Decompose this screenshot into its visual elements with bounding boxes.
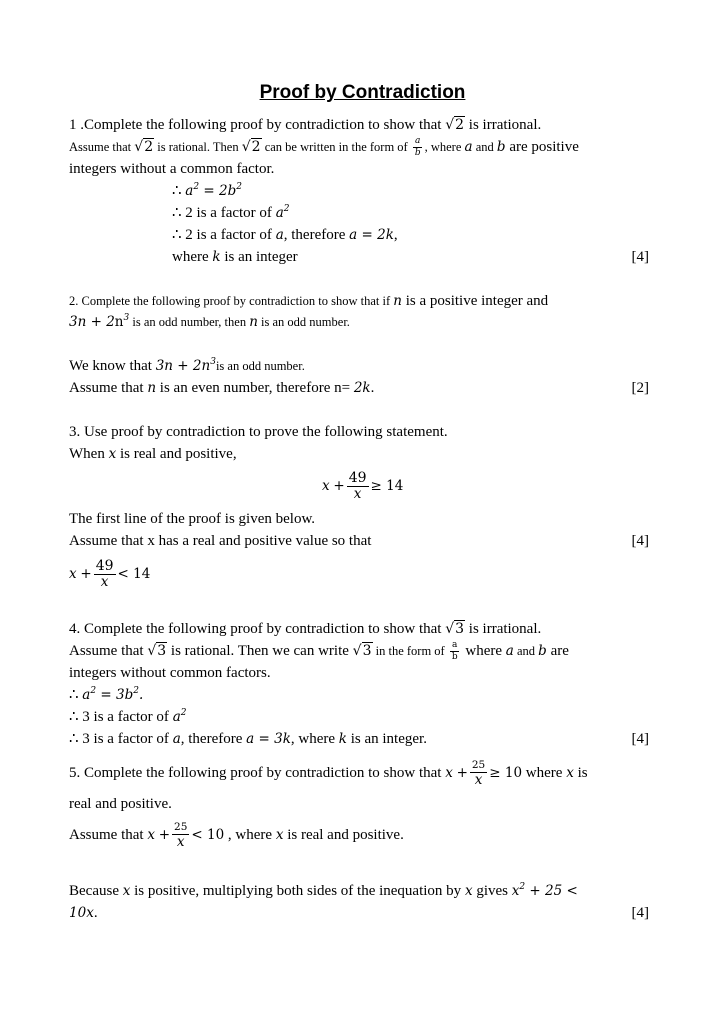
- sqrt-2: √2: [134, 138, 154, 155]
- q5-because-end: .: [93, 905, 98, 921]
- q4-assume-line: [69, 641, 569, 662]
- q5-prompt-text: is: [573, 765, 588, 781]
- q3-condition-text: When: [69, 446, 109, 462]
- sqrt-2: √2: [241, 138, 261, 155]
- q5-because-line-2: [69, 904, 98, 922]
- q4-prompt-text: is irrational.: [465, 621, 542, 637]
- q1-prompt-end: is irrational.: [465, 117, 542, 133]
- q1-assume-text: can be written in the form of: [261, 139, 411, 154]
- q1-prompt: [69, 116, 541, 134]
- var-x: x: [122, 883, 131, 899]
- q2-known-text: is an odd number.: [215, 359, 305, 373]
- q4-assume-text: Assume that: [69, 642, 148, 659]
- var-x-text: x: [147, 533, 155, 549]
- q2-known-line: [69, 357, 305, 375]
- q5-because-text: Because: [69, 883, 123, 899]
- fraction-49-over-x: $\frac{49}{x}$: [95, 558, 114, 591]
- q1-step-3: [172, 226, 398, 244]
- expr-10x: 10x: [69, 905, 94, 921]
- q2-assume-text: Assume that: [69, 380, 148, 396]
- equation-a-eq-3k: a = 3k: [246, 731, 291, 747]
- q1-assume-text: and: [472, 139, 497, 154]
- q5-assume-text: Assume that: [69, 827, 148, 843]
- q4-assume-line-2: integers without common factors.: [69, 665, 271, 681]
- q1-prompt-text: 1 .Complete the following proof by contradiction to show that: [69, 117, 446, 133]
- expr-a2: $a^2$: [172, 708, 187, 725]
- q1-step-4: [172, 248, 298, 266]
- q3-marks: [4]: [631, 533, 649, 549]
- fraction-25-over-x: $\frac{25}{x}$: [174, 821, 188, 850]
- var-x: x: [275, 827, 284, 843]
- var-k: k: [338, 731, 347, 747]
- q4-step-3-text: ∴ 3 is a factor of: [69, 731, 173, 747]
- q5-prompt-text: 5. Complete the following proof by contradiction to show that: [69, 765, 446, 781]
- var-a: a: [172, 731, 181, 747]
- sqrt-3: √3: [352, 642, 372, 659]
- var-a: a: [464, 138, 473, 155]
- therefore-symbol: ∴: [69, 687, 83, 703]
- q1-step-3-text: ,: [393, 227, 398, 243]
- q4-assume-text: are: [546, 642, 569, 659]
- q4-step-3-text: , where: [290, 731, 339, 747]
- q1-assume-text: is rational. Then: [154, 139, 242, 154]
- var-a: a: [505, 642, 514, 659]
- q4-step-3-text: , therefore: [180, 731, 247, 747]
- q2-assume-text: .: [370, 380, 375, 396]
- q4-step-3: [69, 730, 427, 748]
- q4-prompt: [69, 620, 541, 638]
- q2-prompt: [69, 292, 548, 310]
- expr-2k: 2k: [353, 380, 371, 396]
- fraction-a-over-b: $\frac{a}{b}$: [451, 640, 458, 662]
- q5-because-line: [69, 882, 578, 900]
- q1-assume-line-2: integers without a common factor.: [69, 161, 275, 177]
- var-n: n: [249, 314, 258, 330]
- equation-a2-eq-3b2: $a^2 = 3b^2$.: [82, 686, 144, 703]
- q3-condition-text: is real and positive,: [116, 446, 237, 462]
- q2-prompt-line-2: [69, 313, 350, 331]
- expr-3n-plus-2n3: $3n + 2n^3$: [155, 357, 216, 374]
- q5-because-text: gives: [472, 883, 512, 899]
- q1-assume-text: Assume that: [69, 139, 135, 154]
- therefore-symbol: ∴: [172, 183, 186, 199]
- q3-statement-inequality: x + $\frac{49}{x}$ ≥ 14: [322, 470, 404, 503]
- q4-assume-text: is rational. Then we can write: [167, 642, 353, 659]
- var-x: x: [464, 883, 473, 899]
- equation-a2-eq-2b2: $a^2 = 2b^2$: [185, 182, 242, 199]
- var-a: a: [275, 227, 284, 243]
- q1-assume-text: are positive: [505, 138, 579, 155]
- q4-step-1: [69, 686, 143, 704]
- expr-x2-plus-25-lt: $x^2 + 25$ <: [511, 882, 578, 899]
- fraction-25-over-x: $\frac{25}{x}$: [471, 759, 486, 788]
- q4-step-2: [69, 708, 186, 726]
- q4-assume-text: in the form of: [372, 643, 448, 658]
- q5-assume-text: is real and positive.: [283, 827, 404, 843]
- q2-prompt-text: is an odd number, then: [129, 315, 250, 329]
- q3-assumption-inequality: x + $\frac{49}{x}$ < 14: [69, 558, 151, 591]
- q5-marks: [4]: [631, 905, 649, 921]
- q2-prompt-text: 2. Complete the following proof by contradiction to show that if: [69, 294, 394, 308]
- q2-known-text: We know that: [69, 358, 156, 374]
- var-x: x: [322, 478, 330, 494]
- page-title: Proof by Contradiction: [259, 82, 466, 103]
- var-x: x: [147, 827, 155, 843]
- q1-step-4-text: where: [172, 249, 213, 265]
- q1-step-3-text: , therefore: [283, 227, 350, 243]
- var-x: x: [445, 765, 453, 781]
- q2-prompt-text: is an odd number.: [257, 315, 350, 329]
- q3-assume-text: has a real and positive value so that: [154, 533, 372, 549]
- q2-prompt-text: is a positive integer and: [401, 293, 549, 309]
- var-b: b: [496, 138, 506, 155]
- q1-step-2: [172, 204, 289, 222]
- var-x: x: [69, 566, 77, 582]
- q5-because-text: is positive, multiplying both sides of the inequation by: [130, 883, 465, 899]
- q3-condition: [69, 445, 237, 463]
- q4-step-3-text: is an integer.: [346, 731, 427, 747]
- q2-marks: [2]: [631, 380, 649, 396]
- fraction-49-over-x: $\frac{49}{x}$: [348, 470, 367, 503]
- q1-step-2-text: ∴ 2 is a factor of: [172, 205, 276, 221]
- var-n: n: [393, 293, 402, 309]
- q2-assume-line: [69, 379, 374, 397]
- q1-step-1: [172, 182, 242, 200]
- q1-step-3-text: ∴ 2 is a factor of: [172, 227, 276, 243]
- q1-assume-line: [69, 137, 579, 158]
- q4-step-2-text: ∴ 3 is a factor of: [69, 709, 173, 725]
- q1-step-4-text: is an integer: [220, 249, 298, 265]
- fraction-a-over-b: $\frac{a}{b}$: [414, 136, 421, 158]
- var-b: b: [538, 642, 547, 659]
- expr-a2: $a^2$: [275, 204, 290, 221]
- var-x: x: [566, 765, 574, 781]
- q1-marks: [4]: [631, 249, 649, 265]
- q4-marks: [4]: [631, 731, 649, 747]
- var-k: k: [212, 249, 221, 265]
- q3-assume-text: Assume that: [69, 533, 148, 549]
- q3-first-line-note: The first line of the proof is given below.: [69, 511, 316, 527]
- q5-prompt: 5. Complete the following proof by contradiction to show that x + $\frac{25}{x}$ ≥ 10 where x is: [69, 759, 588, 788]
- q3-assume-line: [69, 532, 371, 550]
- q1-assume-text: , where: [424, 139, 465, 154]
- sqrt-3: √3: [445, 621, 465, 637]
- q3-prompt: 3. Use proof by contradiction to prove the following statement.: [69, 424, 448, 440]
- var-x: x: [108, 446, 117, 462]
- q2-assume-text: is an even number, therefore n=: [156, 380, 354, 396]
- q4-assume-text: and: [513, 643, 539, 658]
- q5-assume-line: Assume that x + $\frac{25}{x}$ < 10 , where x is real and positive.: [69, 821, 404, 850]
- q5-prompt-line-2: real and positive.: [69, 796, 172, 812]
- q5-assume-text: , where: [224, 827, 276, 843]
- expr-3n-plus-2n3: $3n + 2n^3$: [69, 313, 130, 330]
- q4-prompt-text: 4. Complete the following proof by contradiction to show that: [69, 621, 446, 637]
- equation-a-eq-2k: a = 2k: [349, 227, 394, 243]
- q4-assume-text: where: [461, 642, 506, 659]
- sqrt-3: √3: [147, 642, 167, 659]
- sqrt-2: √2: [445, 117, 465, 133]
- q5-prompt-text: where: [522, 765, 567, 781]
- var-n: n: [147, 380, 157, 396]
